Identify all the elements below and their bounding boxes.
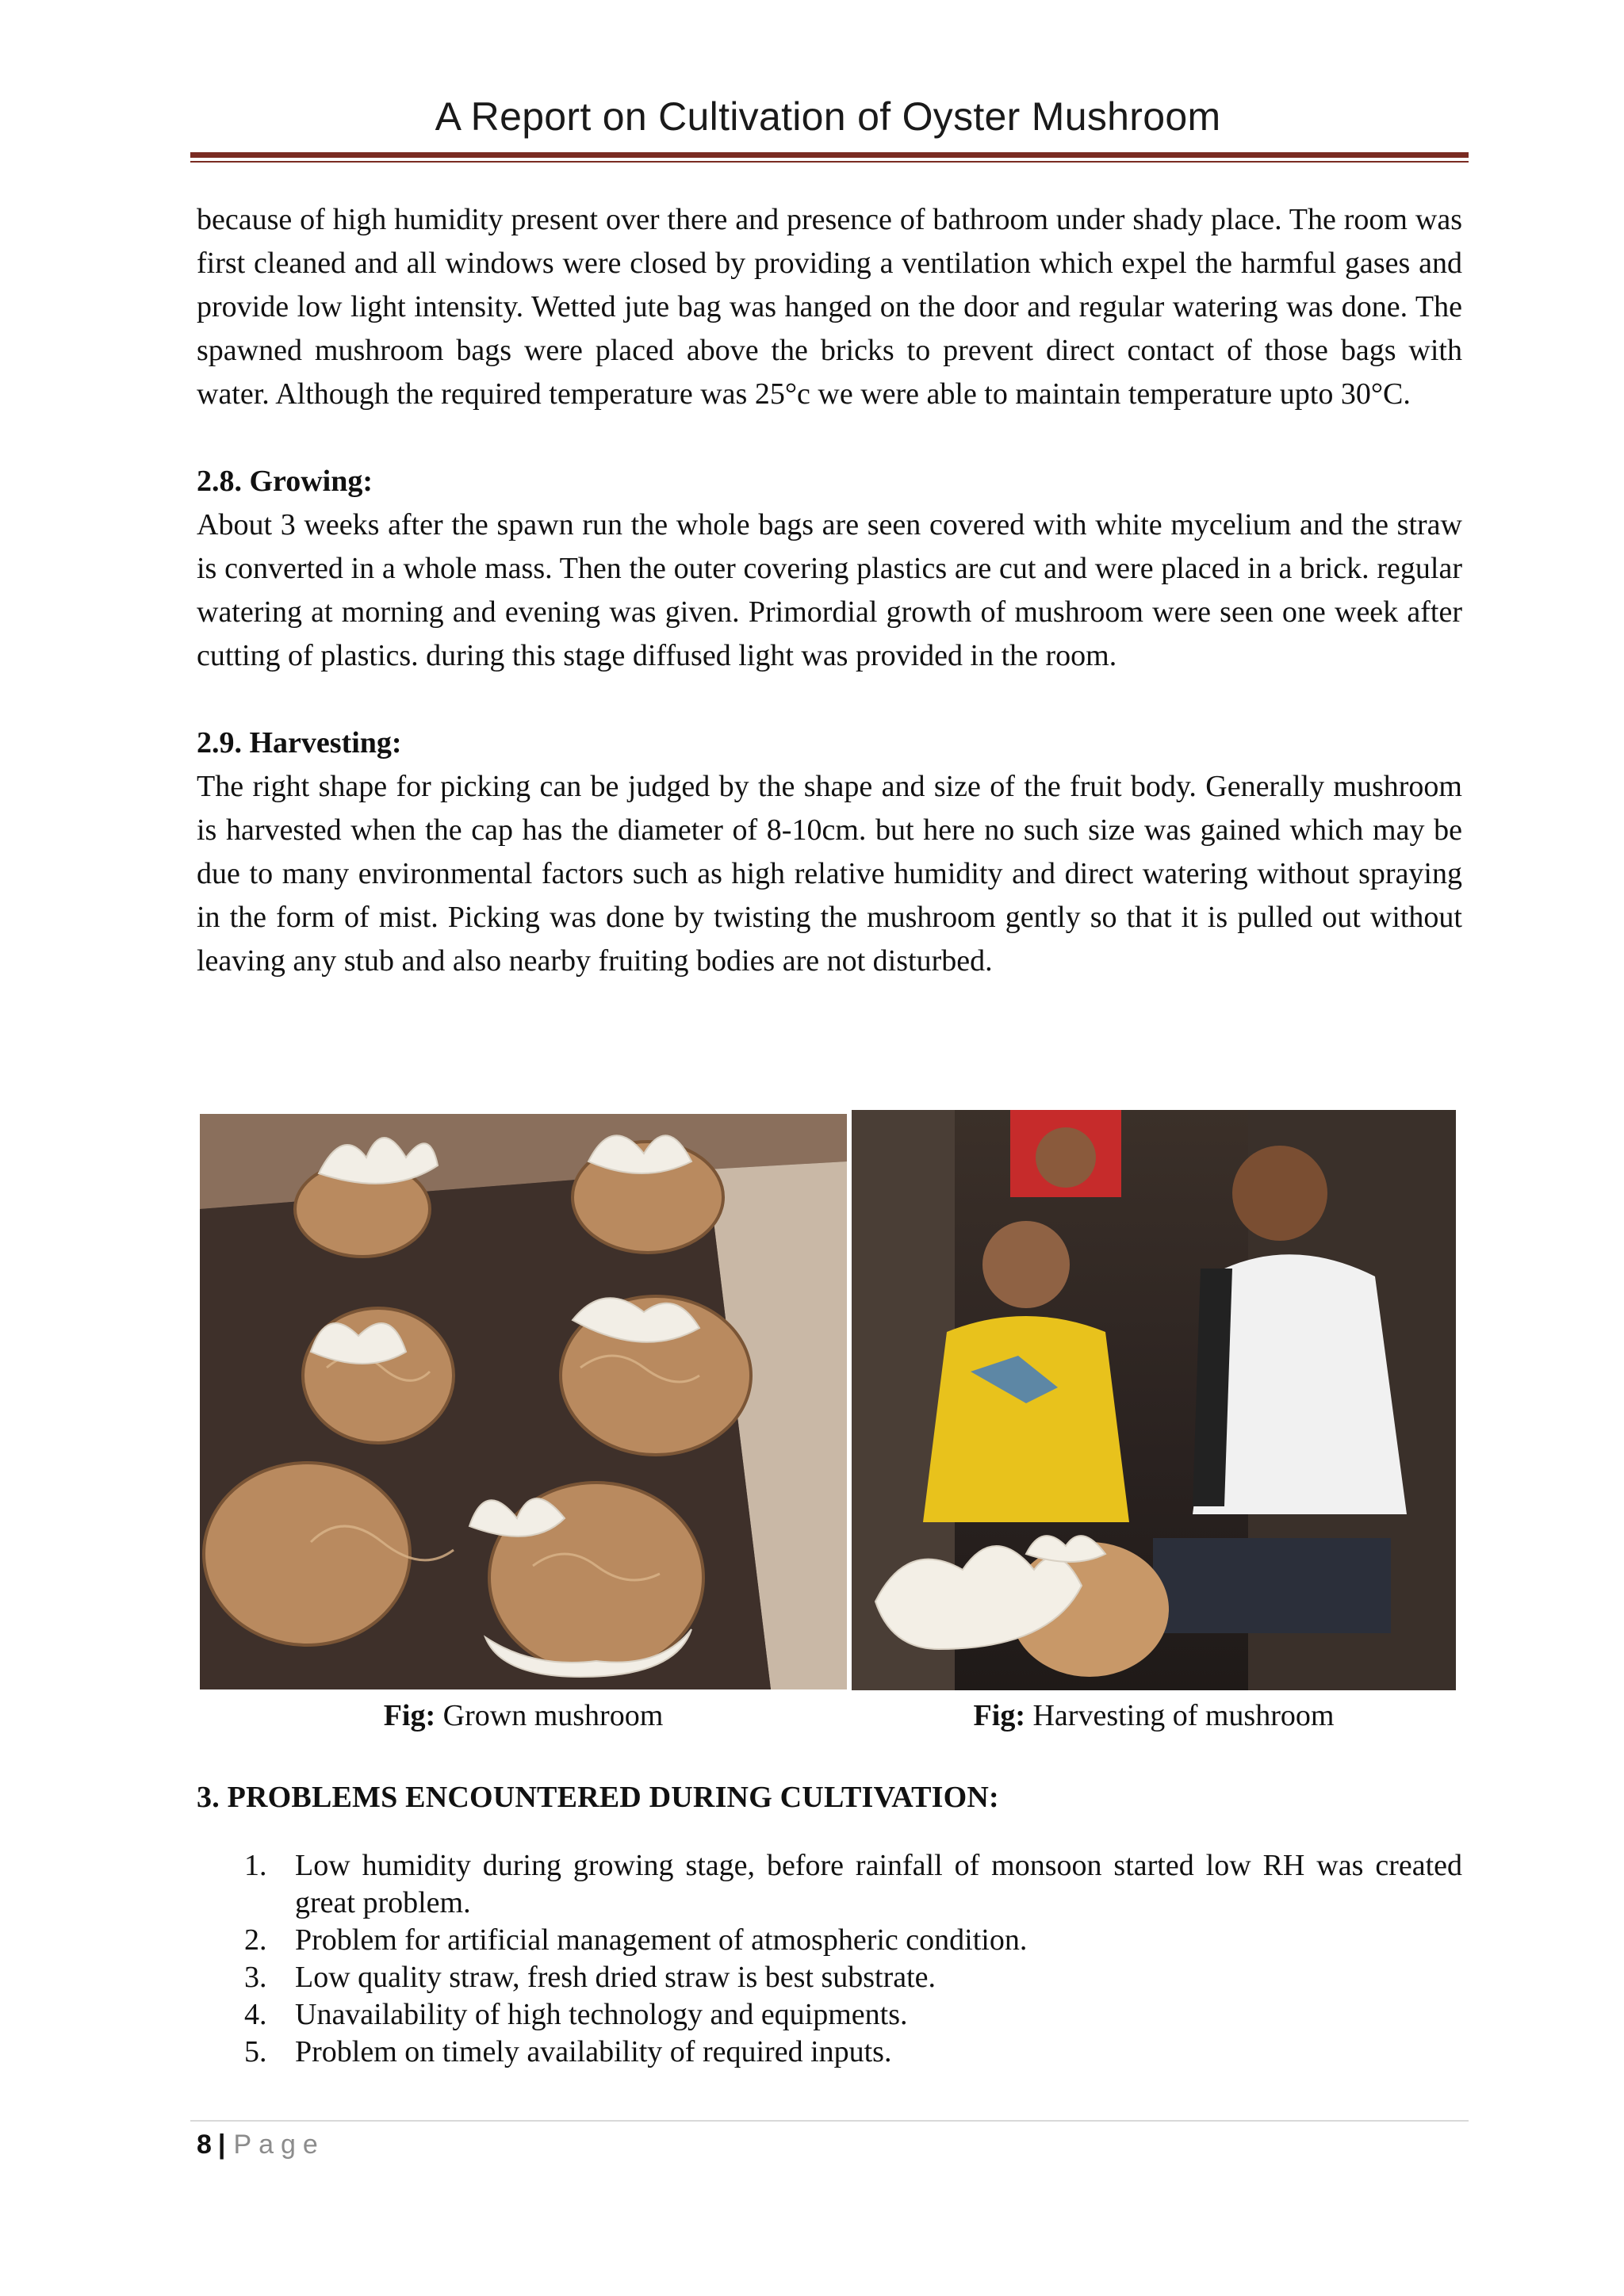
list-text: Low humidity during growing stage, before rainfall of monsoon started low RH was created great problem. — [295, 1849, 1462, 1919]
list-item — [197, 1922, 1462, 1959]
list-item — [197, 1847, 1462, 1922]
figure-caption-text: Grown mushroom — [435, 1699, 664, 1732]
list-item — [197, 1996, 1462, 2034]
figure-label: Fig: — [973, 1699, 1025, 1732]
growing-paragraph: About 3 weeks after the spawn run the whole bags are seen covered with white mycelium and the straw is converted in a whole mass. Then the outer covering plastics are cut and were placed in a brick. regular watering at morning and evening was given. Primordial growth of mushroom were seen one week after cutting of plastics. during this stage diffused light was provided in the room. — [197, 508, 1462, 672]
footer-separator: | — [217, 2130, 226, 2160]
figure-caption-text: Harvesting of mushroom — [1025, 1699, 1335, 1732]
body-content — [197, 198, 1462, 983]
grown-mushroom-photo — [200, 1114, 847, 1689]
figure-caption-harvesting — [852, 1694, 1456, 1738]
list-number: 4. — [244, 1998, 267, 2031]
figure-caption-grown — [200, 1694, 847, 1738]
page-footer — [197, 2130, 325, 2160]
list-item — [197, 2034, 1462, 2071]
page-number: 8 — [197, 2130, 212, 2160]
list-number: 3. — [244, 1961, 267, 1994]
footer-divider — [190, 2120, 1469, 2122]
harvesting-photo — [852, 1110, 1456, 1690]
figure-label: Fig: — [383, 1699, 436, 1732]
intro-paragraph: because of high humidity present over there and presence of bathroom under shady place. The room was first cleaned and all windows were closed by providing a ventilation which expel the harmful gases and provide low light intensity. Wetted jute bag was hanged on the door and regular watering was done. The spawned mushroom bags were placed above the bricks to prevent direct contact of those bags with water. Although the required temperature was 25°c we were able to maintain temperature upto 30°C. — [197, 203, 1462, 411]
header-divider-thin — [190, 161, 1469, 163]
list-item — [197, 1959, 1462, 1996]
list-text: Problem on timely availability of required inputs. — [295, 2035, 892, 2068]
problem-list — [197, 1847, 1462, 2071]
problems-heading: 3. PROBLEMS ENCOUNTERED DURING CULTIVATION: — [197, 1781, 999, 1814]
growing-heading: 2.8. Growing: — [197, 465, 373, 498]
list-number: 1. — [244, 1849, 267, 1882]
report-title: A Report on Cultivation of Oyster Mushroom — [435, 94, 1221, 139]
list-text: Low quality straw, fresh dried straw is best substrate. — [295, 1961, 936, 1994]
list-number: 5. — [244, 2035, 267, 2068]
page-label: Page — [233, 2130, 325, 2160]
harvesting-heading: 2.9. Harvesting: — [197, 726, 402, 760]
header-divider — [190, 152, 1469, 158]
list-number: 2. — [244, 1923, 267, 1957]
list-text: Problem for artificial management of atmospheric condition. — [295, 1923, 1028, 1957]
harvesting-paragraph: The right shape for picking can be judged by the shape and size of the fruit body. Generally mushroom is harvested when the cap has the diameter of 8-10cm. but here no such size was gained which may be due to many environmental factors such as high relative humidity and direct watering without spraying in the form of mist. Picking was done by twisting the mushroom gently so that it is pulled out without leaving any stub and also nearby fruiting bodies are not disturbed. — [197, 770, 1462, 978]
list-text: Unavailability of high technology and equipments. — [295, 1998, 908, 2031]
